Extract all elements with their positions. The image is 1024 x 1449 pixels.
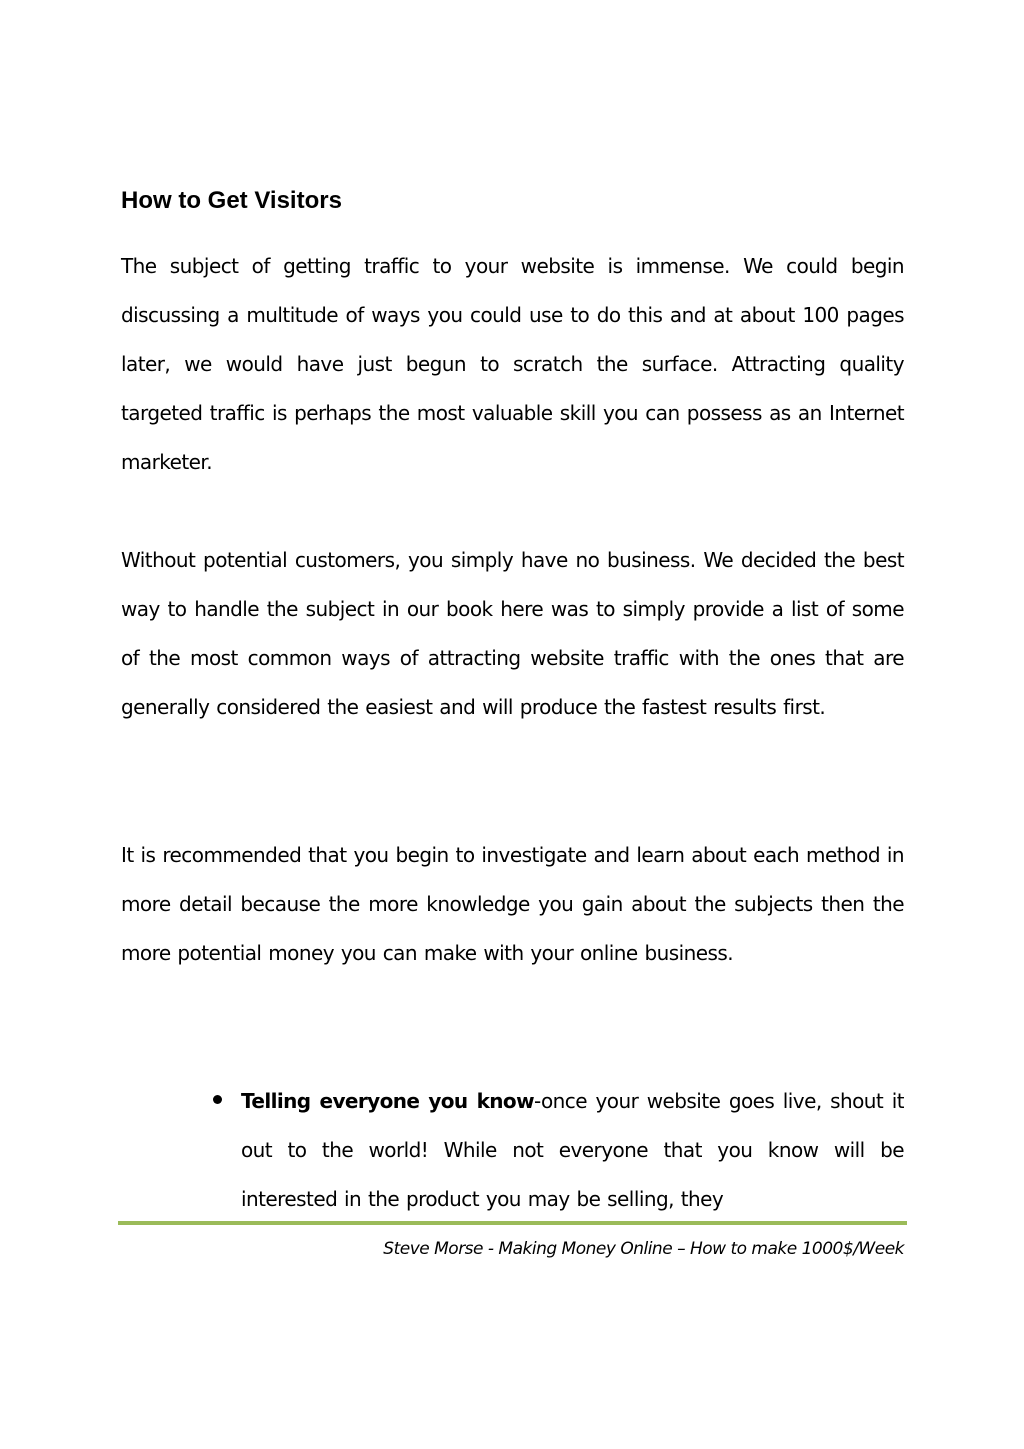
body-paragraph: It is recommended that you begin to investigate and learn about each method in more detail because the more knowledge you gain about the subjects then the more potential money you can make with your online business. — [121, 843, 904, 965]
footer-caption: Steve Morse - Making Money Online – How to make 1000$/Week — [383, 1239, 904, 1259]
body-paragraph: Without potential customers, you simply have no business. We decided the best way to handle the subject in our book here was to simply provide a list of some of the most common ways of attracting website traffic with the ones that are generally considered the easiest and will produce the fastest results first. — [121, 548, 904, 719]
body-paragraph: The subject of getting traffic to your website is immense. We could begin discussing a multitude of ways you could use to do this and at about 100 pages later, we would have just begun to scratch the surface. Attracting quality targeted traffic is perhaps the most valuable skill you can possess as an Internet marketer. — [121, 254, 904, 474]
bullet-title: Telling everyone you know — [241, 1089, 534, 1113]
bullet-dot-icon — [213, 1095, 222, 1104]
footer-divider — [118, 1221, 907, 1225]
bullet-text — [241, 1077, 904, 1224]
section-heading: How to Get Visitors — [121, 187, 342, 214]
bullet-list-item — [241, 1077, 904, 1224]
bullet-body: -once your website goes live, shout it out to the world! While not everyone that you know will be interested in the product you may be selling, they — [241, 1089, 904, 1211]
